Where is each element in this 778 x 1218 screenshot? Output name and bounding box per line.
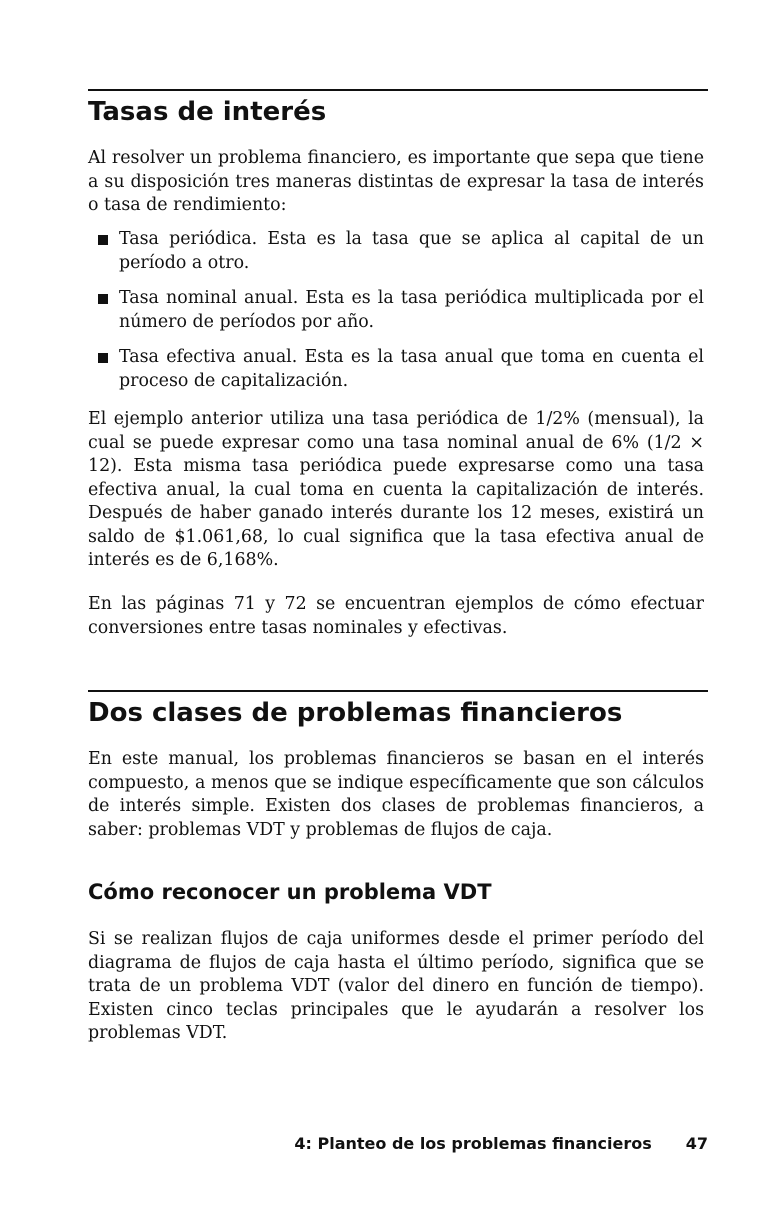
list-item <box>88 346 704 393</box>
list-item-text: Tasa periódica. Esta es la tasa que se aplica al capital de un período a otro. <box>119 229 704 273</box>
section-rule <box>88 690 708 692</box>
chapter-title: 4: Planteo de los problemas financieros <box>294 1134 652 1153</box>
rate-types-list <box>88 228 704 405</box>
list-item <box>88 228 704 275</box>
example-paragraph: El ejemplo anterior utiliza una tasa periódica de 1/2% (mensual), la cual se puede expresar como una tasa nominal anual de 6% (1/2 × 12). Esta misma tasa periódica puede expresarse como una tasa efectiva anual, la cual toma en cuenta la capitalización de interés. Después de haber ganado interés durante los 12 meses, existirá un saldo de $1.061,68, lo cual significa que la tasa efectiva anual de interés es de 6,168%. <box>88 409 704 570</box>
bullet-square-icon <box>98 294 108 304</box>
conversion-reference-paragraph: En las páginas 71 y 72 se encuentran ejemplos de cómo efectuar conversiones entre tasas nominales y efectivas. <box>88 594 704 638</box>
tvm-paragraph: Si se realizan flujos de caja uniformes desde el primer período del diagrama de flujos de caja hasta el último período, significa que se trata de un problema VDT (valor del dinero en función de tiempo). Existen cinco teclas principales que le ayudarán a resolver los problemas VDT. <box>88 929 704 1043</box>
page-footer <box>294 1133 708 1155</box>
section-title-interest-rates: Tasas de interés <box>88 97 327 127</box>
problem-types-paragraph: En este manual, los problemas financieros se basan en el interés compuesto, a menos que se indique específicamente que son cálculos de interés simple. Existen dos clases de problemas financieros, a saber: problemas VDT y problemas de flujos de caja. <box>88 749 704 840</box>
section-rule <box>88 89 708 91</box>
list-item-text: Tasa nominal anual. Esta es la tasa periódica multiplicada por el número de períodos por año. <box>119 288 704 332</box>
list-item-text: Tasa efectiva anual. Esta es la tasa anual que toma en cuenta el proceso de capitalización. <box>119 347 704 391</box>
page-number: 47 <box>685 1134 708 1153</box>
intro-paragraph: Al resolver un problema financiero, es importante que sepa que tiene a su disposición tres maneras distintas de expresar la tasa de interés o tasa de rendimiento: <box>88 148 704 215</box>
subsection-title-tvm: Cómo reconocer un problema VDT <box>88 880 492 904</box>
bullet-square-icon <box>98 353 108 363</box>
bullet-square-icon <box>98 235 108 245</box>
section-title-problem-types: Dos clases de problemas financieros <box>88 698 623 728</box>
list-item <box>88 287 704 334</box>
